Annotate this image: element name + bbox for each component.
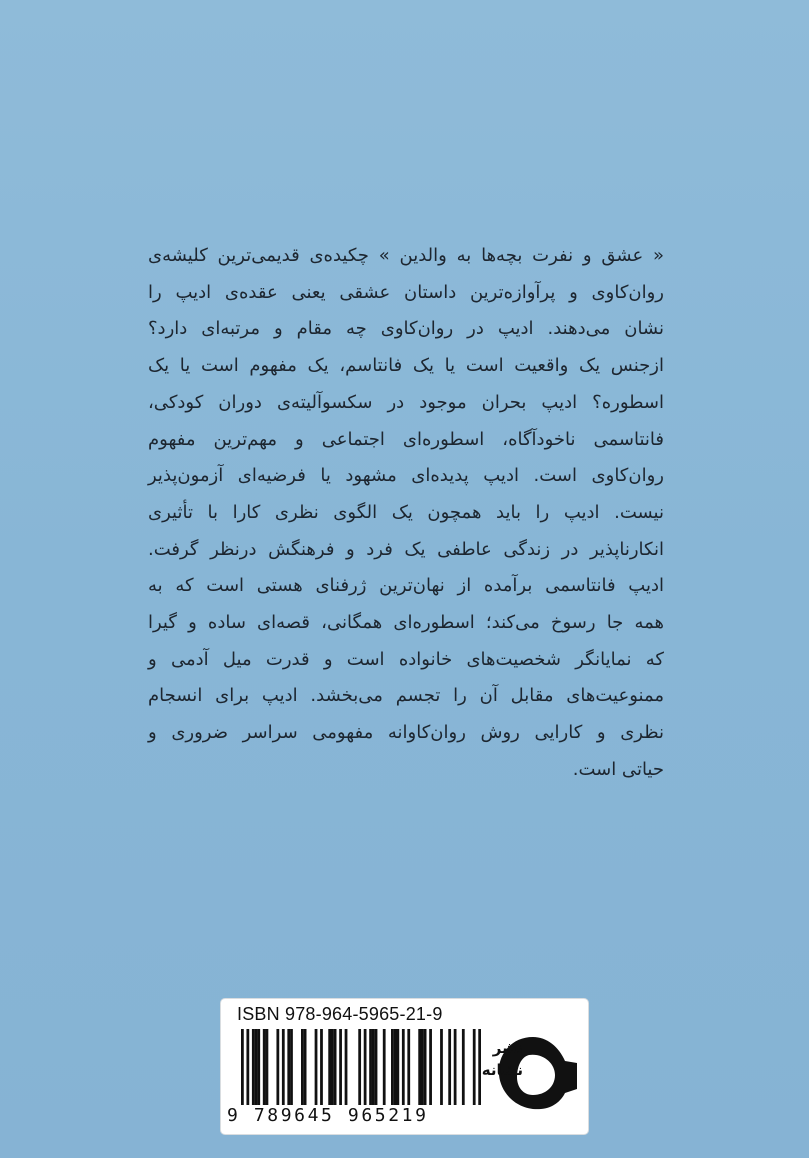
barcode-bar: [345, 1029, 348, 1115]
barcode-bar: [369, 1029, 372, 1115]
barcode-bar: [473, 1029, 476, 1115]
blurb-line: همه جا رسوخ می‌کند؛ اسطوره‌ای همگانی، قصه‌ای ساده و گیرا: [148, 612, 664, 634]
barcode-bar: [407, 1029, 410, 1115]
barcode-bar: [246, 1029, 249, 1115]
blurb-line: ازجنس یک واقعیت است یا یک فانتاسم، یک مفهوم است یا یک: [148, 355, 664, 377]
barcode-bar: [282, 1029, 285, 1115]
barcode-bar: [301, 1029, 304, 1115]
publisher-name: [481, 1037, 523, 1081]
barcode-bar: [394, 1029, 397, 1115]
blurb-line: فانتاسمی ناخودآگاه، اسطوره‌ای اجتماعی و مهم‌ترین مفهوم: [148, 428, 664, 450]
barcode-bar: [257, 1029, 260, 1115]
barcode-bar: [383, 1029, 386, 1115]
barcode-bar: [276, 1029, 279, 1115]
blurb-line: ادیپ فانتاسمی برآمده از نهان‌ترین ژرفنای هستی است که به: [148, 575, 664, 597]
blurb-line: ممنوعیت‌های مقابل آن را تجسم می‌بخشد. ادیپ برای انسجام: [148, 685, 664, 707]
publisher-name-line1: نشر: [492, 1039, 523, 1057]
barcode-bar: [287, 1029, 290, 1115]
barcode-bar: [375, 1029, 378, 1115]
blurb-line: « عشق و نفرت بچه‌ها به والدین » چکیده‌ی قدیمی‌ترین کلیشه‌ی: [148, 245, 664, 266]
blurb-line: روان‌کاوی و پرآوازه‌ترین داستان عشقی یعنی عقده‌ی ادیپ را: [148, 281, 664, 303]
barcode-bar: [402, 1029, 405, 1115]
blurb-line: نشان می‌دهند. ادیپ در روان‌کاوی چه مقام و مرتبه‌ای دارد؟: [148, 318, 664, 340]
barcode-bar: [358, 1029, 361, 1115]
barcode-bars: [241, 1029, 481, 1115]
barcode-bar: [290, 1029, 293, 1115]
barcode-bar: [263, 1029, 266, 1115]
blurb-line: روان‌کاوی است. ادیپ پدیده‌ای مشهود یا فرضیه‌ای آزمون‌پذیر: [148, 465, 664, 487]
barcode-bar: [440, 1029, 443, 1115]
barcode-bar: [391, 1029, 394, 1115]
barcode-bar: [418, 1029, 421, 1115]
barcode-bar: [421, 1029, 424, 1115]
barcode-bar: [315, 1029, 318, 1115]
barcode-bar: [462, 1029, 465, 1115]
blurb-line: که نمایانگر شخصیت‌های خانواده است و قدرت میل آدمی و: [148, 648, 664, 670]
blurb-line: اسطوره؟ ادیپ بحران موجود در سکسوآلیته‌ی دوران کودکی،: [148, 391, 664, 413]
isbn-barcode-label: [221, 999, 588, 1134]
barcode-bar: [429, 1029, 432, 1115]
blurb-line: نظری و کارایی روش روان‌کاوانه مفهومی سراسر ضروری و: [148, 722, 664, 744]
isbn-number: ISBN 978-964-5965-21-9: [237, 1004, 443, 1024]
back-cover-blurb: [148, 238, 664, 789]
blurb-line: نیست. ادیپ را باید همچون یک الگوی نظری کارا با تأثیری: [148, 501, 664, 523]
barcode-bar: [304, 1029, 307, 1115]
barcode-bar: [448, 1029, 451, 1115]
barcode-bar: [252, 1029, 255, 1115]
barcode-bar: [255, 1029, 258, 1115]
barcode-bar: [331, 1029, 334, 1115]
barcode-bar: [372, 1029, 375, 1115]
barcode-digits: 9 789645 965219: [225, 1105, 485, 1126]
barcode-bar: [339, 1029, 342, 1115]
barcode-bar: [241, 1029, 244, 1115]
barcode-bar: [334, 1029, 337, 1115]
blurb-line: حیاتی است.: [572, 758, 664, 780]
barcode-bar: [478, 1029, 481, 1115]
barcode-bar: [424, 1029, 427, 1115]
barcode-bar: [364, 1029, 367, 1115]
barcode-bar: [266, 1029, 269, 1115]
barcode-bar: [320, 1029, 323, 1115]
barcode-bar: [454, 1029, 457, 1115]
barcode-bar: [396, 1029, 399, 1115]
barcode-bar: [328, 1029, 331, 1115]
publisher-name-line2: نشانه: [481, 1061, 523, 1079]
blurb-line: انکارناپذیر در زندگی عاطفی یک فرد و فرهنگش درنظر گرفت.: [148, 538, 664, 560]
